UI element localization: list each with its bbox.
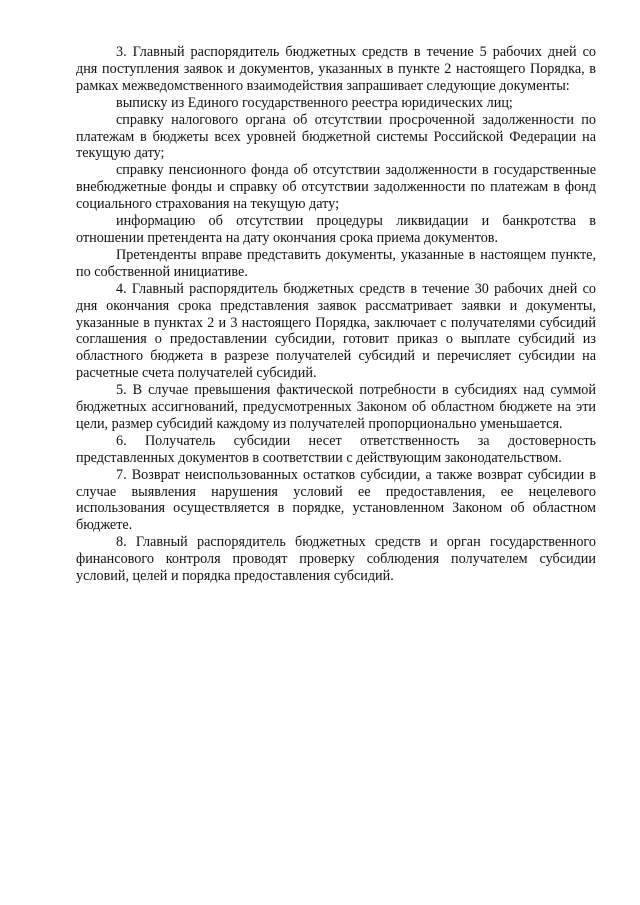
- paragraph-item-7: 7. Возврат неиспользованных остатков субсидии, а также возврат субсидии в случае выявления нарушения условий ее предоставления, ее нецелевого использования осуществляется в порядке, установленном Законом об областном бюджете.: [76, 466, 596, 534]
- paragraph-liquidation-info: информацию об отсутствии процедуры ликвидации и банкротства в отношении претендента на дату окончания срока приема документов.: [76, 213, 596, 246]
- document-page: [76, 44, 596, 585]
- paragraph-egrul-extract: выписку из Единого государственного реестра юридических лиц;: [116, 94, 513, 111]
- paragraph-item-6: 6. Получатель субсидии несет ответственность за достоверность представленных документов в соответствии с действующим законодательством.: [76, 432, 596, 466]
- paragraph-pension-certificate: справку пенсионного фонда об отсутствии задолженности в государственные внебюджетные фонды и справку об отсутствии задолженности по платежам в фонд социального страхования на текущую дату;: [76, 162, 596, 213]
- paragraph-item-5: 5. В случае превышения фактической потребности в субсидиях над суммой бюджетных ассигнований, предусмотренных Законом об областном бюджете на эти цели, размер субсидий каждому из получателей пропорционально уменьшается.: [76, 382, 596, 432]
- paragraph-tax-certificate: справку налогового органа об отсутствии просроченной задолженности по платежам в бюджеты всех уровней бюджетной системы Российской Федерации на текущую дату;: [76, 111, 596, 162]
- paragraph-item-4: 4. Главный распорядитель бюджетных средств в течение 30 рабочих дней со дня окончания срока представления заявок рассматривает заявки и документы, указанные в пунктах 2 и 3 настоящего Порядка, заключает с получателями субсидий соглашения о предоставлении субсидии, готовит приказ о выплате субсидий из областного бюджета в разрезе получателей субсидий и перечисляет субсидии на расчетные счета получателей субсидий.: [76, 280, 596, 382]
- paragraph-item-8: 8. Главный распорядитель бюджетных средств и орган государственного финансового контроля проводят проверку соблюдения получателем субсидии условий, целей и порядка предоставления субсидий.: [76, 534, 596, 585]
- paragraph-own-initiative: Претенденты вправе представить документы, указанные в настоящем пункте, по собственной инициативе.: [76, 246, 596, 280]
- paragraph-item-3: 3. Главный распорядитель бюджетных средств в течение 5 рабочих дней со дня поступления заявок и документов, указанных в пункте 2 настоящего Порядка, в рамках межведомственного взаимодействия запрашивает следующие документы:: [76, 44, 596, 94]
